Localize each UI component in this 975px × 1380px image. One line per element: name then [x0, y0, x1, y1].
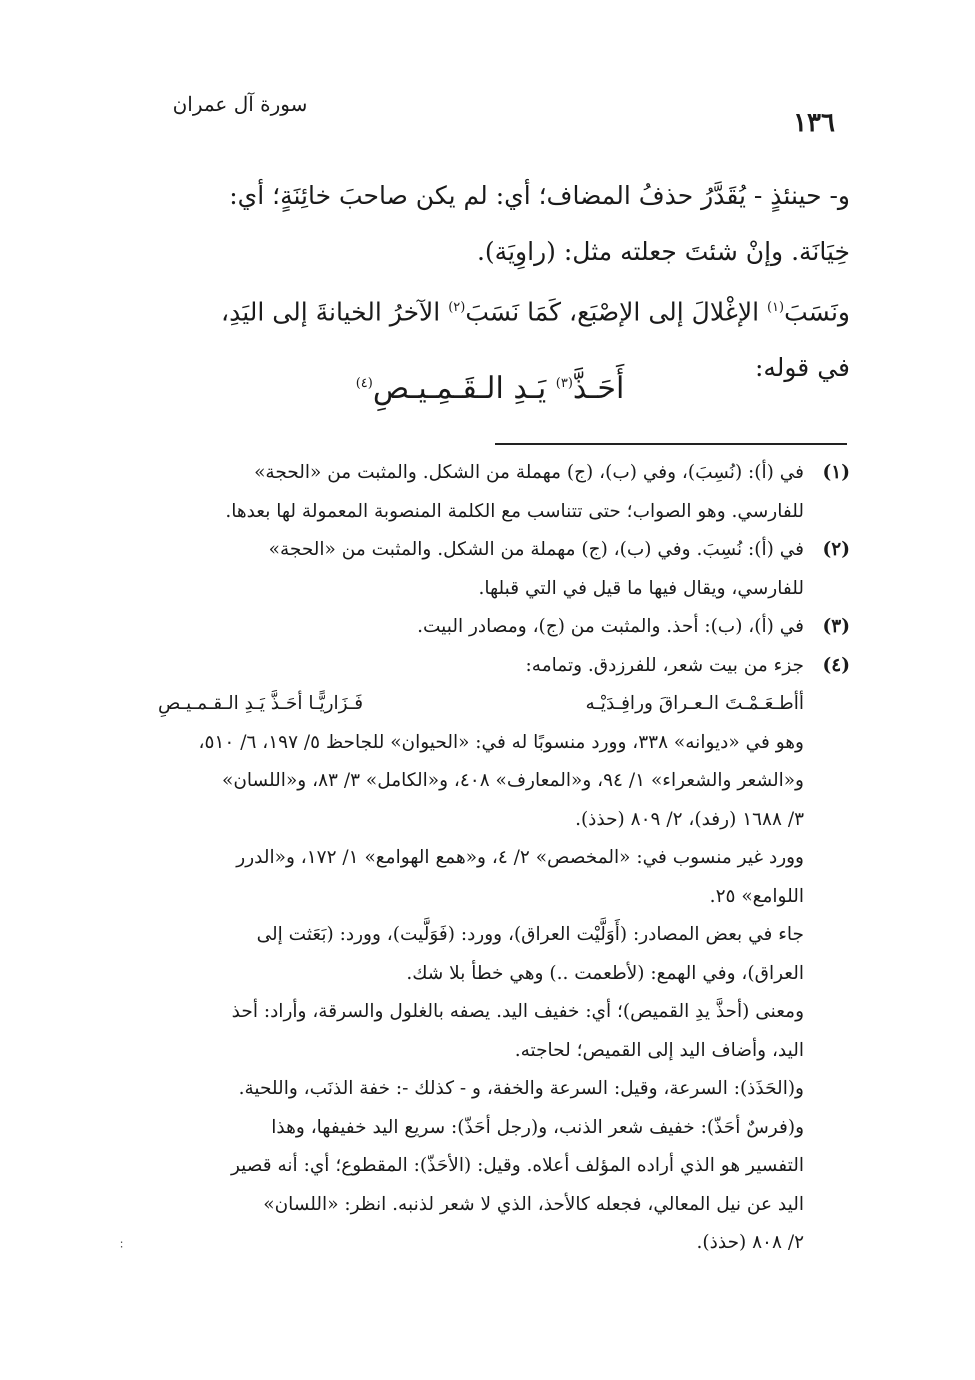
footnote-line: للفارسي، ويقال فيها ما قيل في التي قبلها.: [478, 577, 804, 599]
footnote-line: جاء في بعض المصادر: (أَوَلَّيْت العراق)، وورد: (فَوَلَّيت)، وورد: (بَعَثت إلى: [256, 924, 804, 945]
footnote-line: في (أ): (نُسِبَ)، وفي (ب)، (ج) مهملة من الشكل. والمثبت من «الحجة»: [254, 462, 804, 483]
footnote-ref-1: (١): [766, 300, 785, 315]
poem-line: [118, 685, 804, 724]
main-text-span: الإغْلالَ إلى الإصْبَع، كَمَا نَسَبَ: [465, 297, 767, 327]
poem-first-hemistich: أأطـعَـمْـتَ الـعـراقَ ورافِـدَيْـه: [585, 693, 804, 714]
main-text-span: ونَسَبَ: [784, 297, 850, 327]
footnote-line: و«الشعر والشعراء» ١/ ٩٤، و«المعارف» ٤٠٨، و«الكامل» ٣/ ٨٣، و«اللسان»: [222, 770, 804, 791]
footnote-line: وهو في «ديوانه» ٣٣٨، وورد منسوبًا له في: «الحيوان» للجاحظ ٥/ ١٩٧، ٦/ ٥١٠،: [198, 731, 804, 753]
footnote-line: اليد عن نيل المعالي، فجعله كالأحذ، الذي لا شعر لذنبه. انظر: «اللسان»: [263, 1193, 804, 1215]
footnote-text: [118, 647, 804, 1263]
footnote-line: و(الحَذَذ): السرعة، وقيل: السرعة والخفة، و - كذلك -: خفة الذنَب، واللحية.: [238, 1078, 804, 1099]
footnote-text: [118, 454, 804, 531]
main-line: [120, 280, 850, 340]
footnote-number: (٣): [822, 616, 850, 637]
footnote-line: اللوامع» ٢٥.: [709, 885, 804, 907]
poem-second-hemistich: فَـزَاريًّـا أحَـذَّ يَـدِ الـقـمـيـصِ: [158, 693, 364, 714]
main-line: و- حينئذٍ - يُقَدَّرُ حذفُ المضاف؛ أي: لم يكن صاحبَ خائِنَةٍ؛ أي:: [229, 181, 850, 210]
footnote-text: [118, 608, 804, 647]
page-number: ١٣٦: [793, 108, 835, 138]
quoted-verse: [170, 360, 810, 413]
footnote-1: [118, 454, 850, 531]
footnote-ref-3: (٣): [555, 376, 573, 391]
footnote-line: ٢/ ٨٠٨ (حذذ).: [696, 1232, 804, 1253]
footnote-3: [118, 608, 850, 647]
footnotes: [118, 454, 850, 1263]
footnote-line: جزء من بيت شعر، للفرزدق. وتمامه:: [525, 654, 804, 676]
footnote-ref-2: (٢): [448, 300, 466, 315]
footnote-number: (١): [822, 462, 850, 483]
footnote-line: ومعنى (أحذَّ يدِ القميص)؛ أي: خفيف اليد. يصفه بالغلول والسرقة، وأراد: أحذ: [231, 1001, 804, 1022]
verse-text: يَـدِ الـقَـمِـيـصِ: [372, 371, 556, 406]
scan-speck: ∶: [120, 1238, 124, 1252]
footnote-ref-4: (٤): [355, 376, 373, 391]
footnote-2: [118, 531, 850, 608]
running-header-surah-title: سورة آل عمران: [172, 92, 308, 116]
main-line: في قوله:: [754, 353, 850, 383]
footnote-line: العراق)، وفي الهمع: (لأطعمت ..) وهي خطأ بلا شك.: [406, 962, 804, 984]
footnote-separator: [495, 443, 847, 445]
footnote-line: و(فرسٌ أحَذّ): خفيف شعر الذنب، و(رجل أحَذّ): سريع اليد خفيفها، وهذا: [271, 1116, 804, 1138]
footnote-number: (٢): [822, 539, 850, 560]
verse-text: أَحَـذَّ: [572, 371, 625, 406]
footnote-number: (٤): [822, 654, 850, 676]
main-line: خِيَانَة. وإنْ شئتَ جعلته مثل: (راوِيَة).: [476, 237, 850, 266]
footnote-line: في (أ)، (ب): أحذ. والمثبت من (ج)، ومصادر البيت.: [417, 616, 804, 637]
footnote-line: اليد، وأضاف اليد إلى القميص؛ لحاجته.: [514, 1039, 804, 1061]
footnote-line: وورد غير منسوب في: «المخصص» ٢/ ٤، و«همع الهوامع» ١/ ١٧٢، و«الدرر: [236, 847, 804, 868]
footnote-4: [118, 647, 850, 1263]
footnote-text: [118, 531, 804, 608]
footnote-line: التفسير هو الذي أراده المؤلف أعلاه. وقيل: (الأحَذّ): المقطوع؛ أي: أنه قصير: [230, 1155, 804, 1176]
footnote-line: للفارسي. وهو الصواب؛ حتى تتناسب مع الكلمة المنصوبة المعمولة لها بعدها.: [225, 500, 804, 522]
main-text-span: الآخرُ الخيانةَ إلى اليَدِ،: [221, 297, 449, 327]
footnote-line: ٣/ ١٦٨٨ (رفد)، ٢/ ٨٠٩ (حذذ).: [575, 808, 804, 830]
footnote-line: في (أ): نُسِبَ. وفي (ب)، (ج) مهملة من الشكل. والمثبت من «الحجة»: [268, 539, 804, 560]
